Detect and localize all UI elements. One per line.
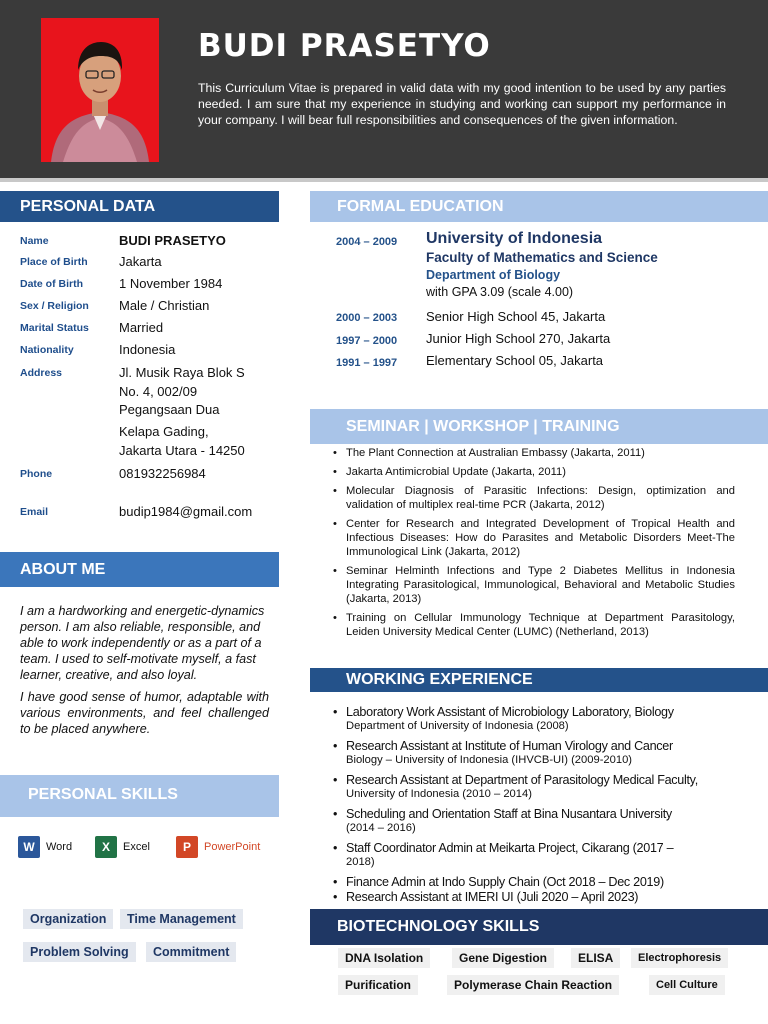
work-title: Staff Coordinator Admin at Meikarta Project, Cikarang (2017 –: [346, 841, 674, 855]
pd-label: Place of Birth: [20, 256, 88, 268]
header-divider: [0, 178, 768, 182]
pd-label: Name: [20, 235, 49, 247]
about-me-text: [20, 603, 269, 743]
soft-skill-chip: Problem Solving: [23, 942, 136, 962]
seminar-heading: SEMINAR | WORKSHOP | TRAINING: [310, 409, 768, 444]
intro-statement: This Curriculum Vitae is prepared in valid data with my good intention to be used by any parties needed. I am sure that my experience in studying and working can support my performance in your company. I will bear full responsibilities and consequences of the given information.: [198, 81, 726, 127]
bio-skill-chip: Electrophoresis: [631, 948, 728, 968]
header-banner: [0, 0, 768, 178]
work-title: Research Assistant at Department of Parasitology Medical Faculty,: [346, 773, 698, 787]
soft-skill-chip: Organization: [23, 909, 113, 929]
candidate-name: BUDI PRASETYO: [198, 28, 491, 64]
edu-years: 2000 – 2003: [336, 312, 398, 324]
pd-value: Jakarta: [119, 254, 162, 269]
address-line: Kelapa Gading,: [119, 424, 209, 439]
edu-years: 1997 – 2000: [336, 335, 398, 347]
bio-skill-chip: Gene Digestion: [452, 948, 554, 968]
seminar-item: • The Plant Connection at Australian Embassy (Jakarta, 2011): [333, 446, 735, 460]
excel-icon: X: [95, 836, 117, 858]
powerpoint-icon: P: [176, 836, 198, 858]
work-title: Finance Admin at Indo Supply Chain (Oct 2018 – Dec 2019): [346, 875, 664, 889]
work-item: [333, 807, 733, 835]
address-line: No. 4, 002/09: [119, 384, 198, 399]
gpa-text: with GPA 3.09 (scale 4.00): [426, 285, 574, 299]
bio-skill-chip: Polymerase Chain Reaction: [447, 975, 619, 995]
seminar-item: • Training on Cellular Immunology Technique at Department Parasitology, Leiden University Medical Center (LUMC) (Netherland, 2013): [333, 611, 735, 639]
biotechnology-skills-heading: BIOTECHNOLOGY SKILLS: [310, 909, 768, 945]
personal-data-heading: PERSONAL DATA: [0, 191, 279, 222]
seminar-list: [333, 446, 735, 644]
soft-skill-chip: Time Management: [120, 909, 243, 929]
university-name: University of Indonesia: [426, 230, 603, 247]
pd-value: budip1984@gmail.com: [119, 504, 253, 519]
seminar-item: • Center for Research and Integrated Development of Tropical Health and Infectious Diseases: How do Parasites and Metabolic Disorders Meet-The Immunological Link (Jakarta, 2012): [333, 517, 735, 559]
address-line: Pegangsaan Dua: [119, 402, 220, 417]
seminar-item: • Molecular Diagnosis of Parasitic Infections: Design, optimization and validation of multiplex real-time PCR (Jakarta, 2012): [333, 484, 735, 512]
word-icon: W: [18, 836, 40, 858]
bio-skill-chip: Cell Culture: [649, 975, 725, 995]
office-skill-word: [18, 836, 72, 858]
work-detail: University of Indonesia (2010 – 2014): [346, 788, 532, 800]
department-name: Department of Biology: [426, 268, 561, 282]
formal-education-heading: FORMAL EDUCATION: [310, 191, 768, 222]
work-item: [333, 890, 733, 904]
profile-photo: [41, 18, 159, 162]
office-skill-label: PowerPoint: [204, 841, 261, 853]
pd-value: 1 November 1984: [119, 276, 223, 291]
pd-value: Married: [119, 320, 164, 335]
seminar-item: • Jakarta Antimicrobial Update (Jakarta, 2011): [333, 465, 735, 479]
pd-value: 081932256984: [119, 466, 206, 481]
about-me-heading: ABOUT ME: [0, 552, 279, 587]
pd-label: Phone: [20, 468, 53, 480]
school-name: Junior High School 270, Jakarta: [426, 331, 611, 346]
school-name: Elementary School 05, Jakarta: [426, 353, 604, 368]
work-detail: (2014 – 2016): [346, 822, 416, 834]
work-detail: 2018): [346, 856, 375, 868]
work-title: Research Assistant at Institute of Human Virology and Cancer: [346, 739, 673, 753]
work-title: Laboratory Work Assistant of Microbiology Laboratory, Biology: [346, 705, 674, 719]
bio-skill-chip: Purification: [338, 975, 418, 995]
office-skill-powerpoint: [176, 836, 260, 858]
pd-label: Email: [20, 506, 49, 518]
pd-label: Nationality: [20, 344, 74, 356]
about-paragraph: I have good sense of humor, adaptable with various environments, and feel challenged to be placed anywhere.: [20, 690, 269, 736]
work-item: [333, 739, 733, 767]
office-skill-label: Excel: [123, 841, 150, 853]
work-detail: Department of University of Indonesia (2008): [346, 720, 569, 732]
pd-label: Address: [20, 367, 63, 379]
work-item: [333, 841, 733, 869]
soft-skill-chip: Commitment: [146, 942, 236, 962]
work-title: Research Assistant at IMERI UI (Juli 2020 – April 2023): [346, 890, 639, 904]
pd-label: Sex / Religion: [20, 300, 89, 312]
pd-value: Indonesia: [119, 342, 176, 357]
seminar-item: • Seminar Helminth Infections and Type 2 Diabetes Mellitus in Indonesia Integrating Parasitological, Immunological, Behavioral and Metabolic Studies (Jakarta, 2013): [333, 564, 735, 606]
office-skill-label: Word: [46, 841, 73, 853]
office-skill-excel: [95, 836, 150, 858]
bio-skill-chip: DNA Isolation: [338, 948, 430, 968]
faculty-name: Faculty of Mathematics and Science: [426, 250, 658, 265]
personal-skills-heading: PERSONAL SKILLS: [0, 775, 279, 817]
address-line: Jakarta Utara - 14250: [119, 443, 245, 458]
pd-label: Marital Status: [20, 322, 89, 334]
work-item: [333, 773, 733, 801]
edu-years: 2004 – 2009: [336, 236, 398, 248]
work-item: [333, 875, 733, 889]
edu-years: 1991 – 1997: [336, 357, 398, 369]
work-list: [333, 705, 733, 910]
pd-label: Date of Birth: [20, 278, 83, 290]
work-item: [333, 705, 733, 733]
pd-value: BUDI PRASETYO: [119, 233, 226, 248]
pd-value: Male / Christian: [119, 298, 210, 313]
bio-skill-chip: ELISA: [571, 948, 620, 968]
work-title: Scheduling and Orientation Staff at Bina Nusantara University: [346, 807, 672, 821]
pd-value: Jl. Musik Raya Blok S: [119, 365, 245, 380]
school-name: Senior High School 45, Jakarta: [426, 309, 606, 324]
work-detail: Biology – University of Indonesia (IHVCB-UI) (2009-2010): [346, 754, 633, 766]
working-experience-heading: WORKING EXPERIENCE: [310, 668, 768, 692]
about-paragraph: I am a hardworking and energetic-dynamics person. I am also reliable, responsible, and able to work independently or as a part of a team. I used to self-motivate myself, a fast learner, creative, and also loyal.: [20, 604, 265, 682]
